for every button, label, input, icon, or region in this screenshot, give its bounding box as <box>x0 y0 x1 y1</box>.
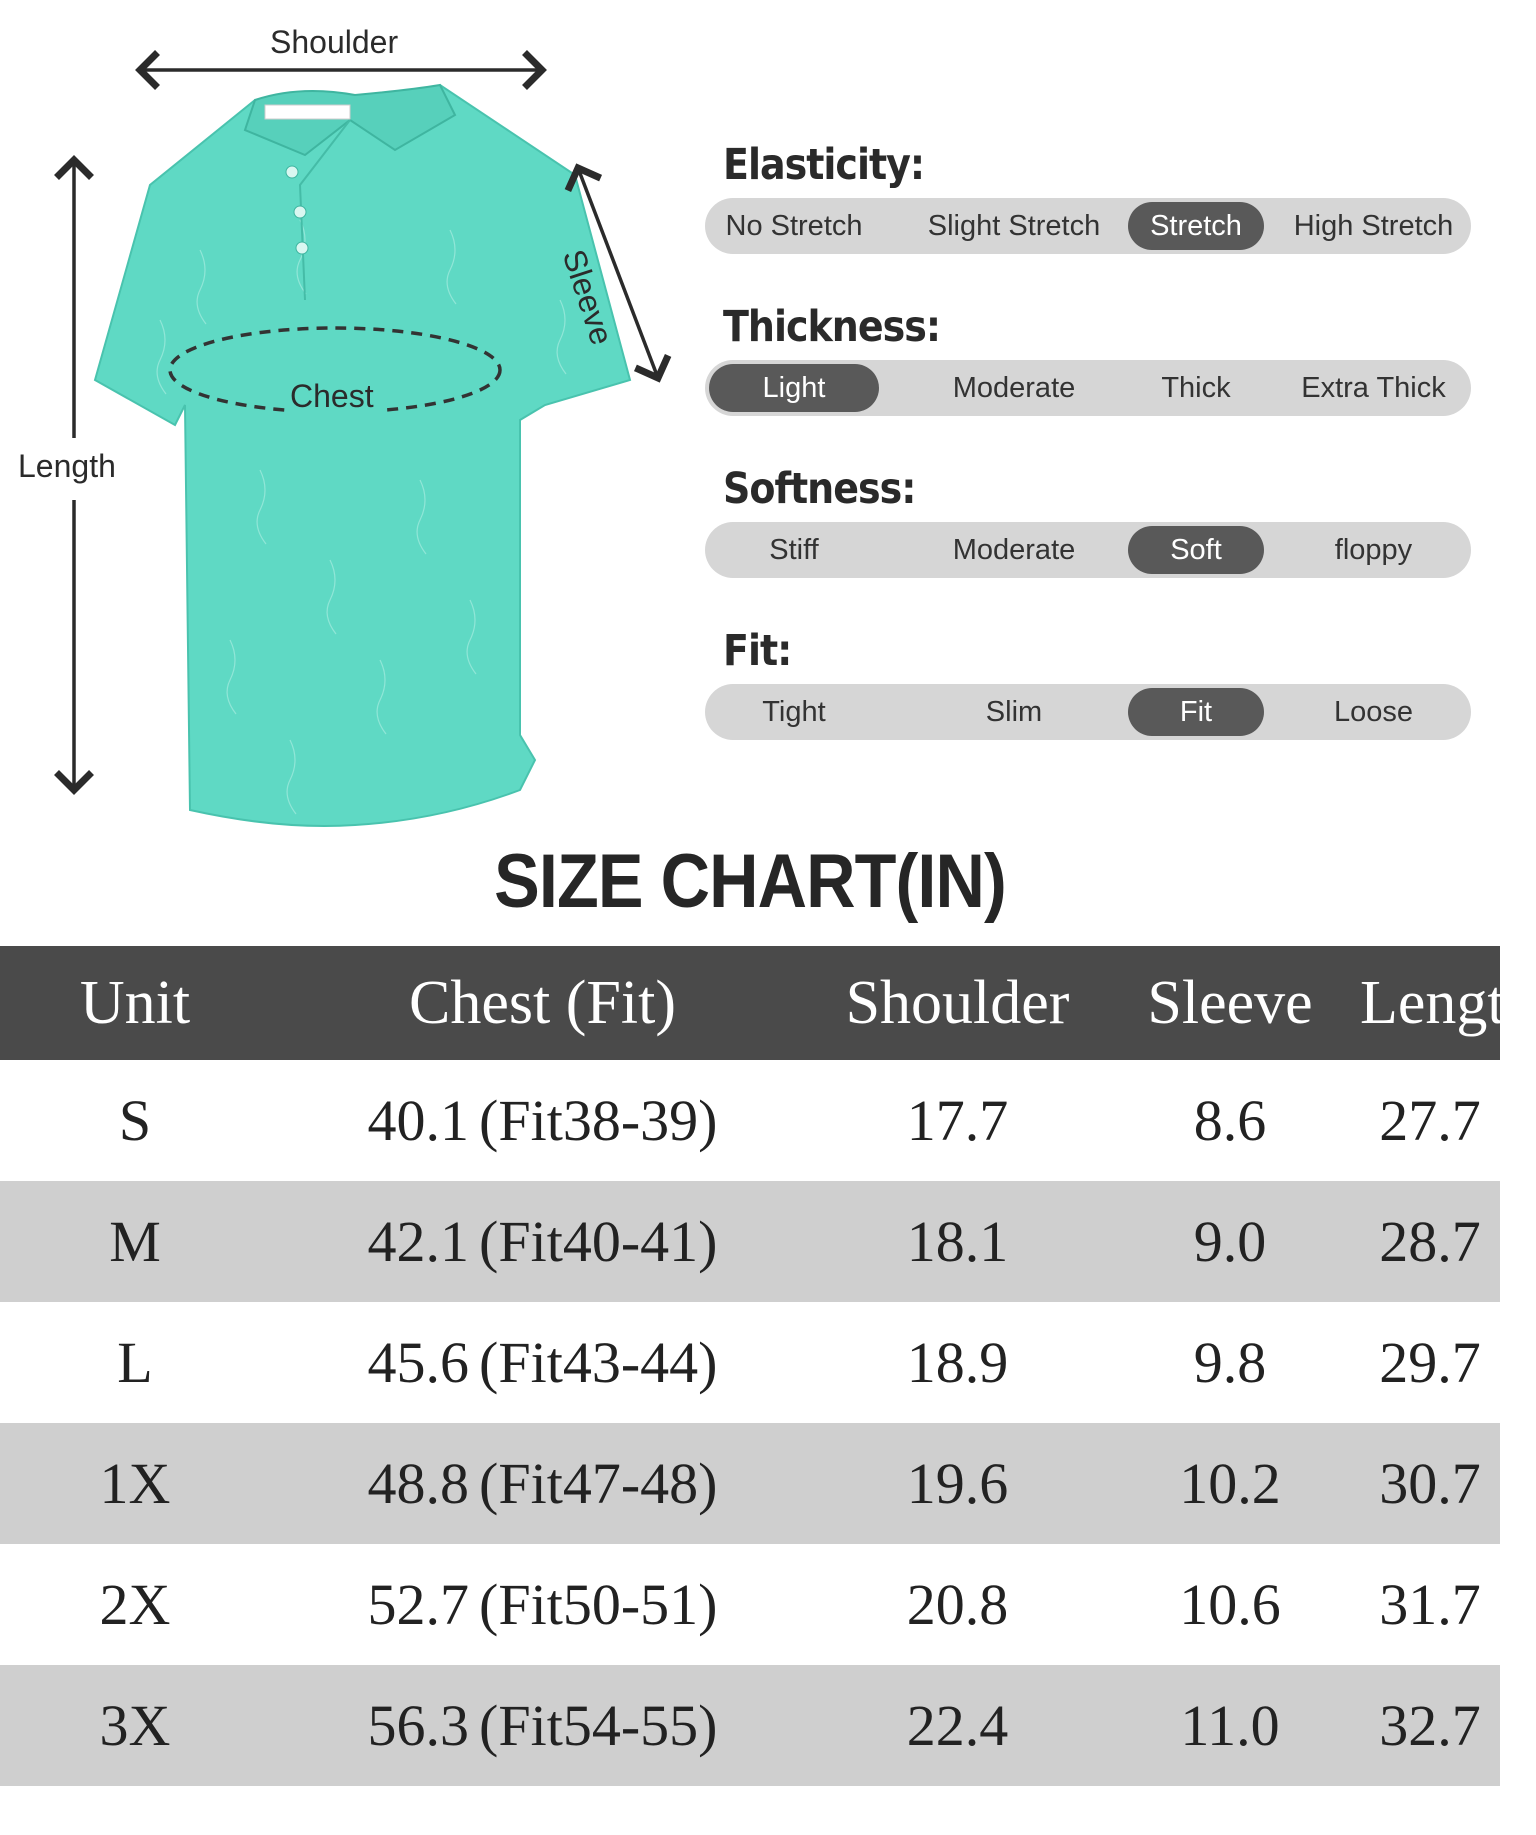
chest-value: 52.7 <box>367 1572 470 1637</box>
cell-length: 28.7 <box>1360 1181 1500 1302</box>
cell-sleeve: 10.2 <box>1100 1423 1360 1544</box>
chest-value: 45.6 <box>367 1330 470 1395</box>
option-stiff: Stiff <box>769 534 819 566</box>
softness-scale <box>705 522 1471 578</box>
attr-fit <box>705 616 1475 778</box>
fit-range: (Fit43-44) <box>479 1330 718 1395</box>
option-high-stretch: High Stretch <box>1293 210 1454 242</box>
thickness-scale <box>705 360 1471 416</box>
table-row <box>0 1302 1500 1423</box>
shirt-body <box>95 85 630 826</box>
option-moderate: Moderate <box>952 534 1076 566</box>
chest-value: 48.8 <box>367 1451 470 1516</box>
option-extra-thick: Extra Thick <box>1301 372 1446 404</box>
fabric-attributes <box>705 130 1475 778</box>
cell-sleeve: 9.0 <box>1100 1181 1360 1302</box>
cell-chest <box>270 1423 815 1544</box>
elasticity-scale <box>705 198 1471 254</box>
cell-unit: L <box>117 1330 153 1395</box>
cell-chest <box>270 1544 815 1665</box>
header-sleeve: Sleeve <box>1100 946 1360 1060</box>
option-thick: Thick <box>1161 372 1231 404</box>
option-floppy: floppy <box>1334 534 1413 566</box>
option-light: Light <box>709 364 879 412</box>
cell-length: 30.7 <box>1360 1423 1500 1544</box>
fit-range: (Fit40-41) <box>479 1209 718 1274</box>
table-row <box>0 1423 1500 1544</box>
cell-unit: S <box>118 1088 152 1153</box>
header-shoulder: Shoulder <box>815 946 1100 1060</box>
shirt-diagram <box>0 0 700 840</box>
cell-unit: 3X <box>0 1665 270 1786</box>
cell-sleeve: 9.8 <box>1193 1330 1267 1395</box>
cell-shoulder: 17.7 <box>906 1088 1009 1153</box>
cell-unit: M <box>0 1181 270 1302</box>
attr-thickness <box>705 292 1475 454</box>
table-row <box>0 1665 1500 1786</box>
header-unit: Unit <box>0 946 270 1060</box>
cell-unit: 1X <box>0 1423 270 1544</box>
cell-shoulder: 22.4 <box>815 1665 1100 1786</box>
attr-title: Softness: <box>723 464 916 514</box>
option-stretch: Stretch <box>1128 202 1264 250</box>
cell-shoulder: 19.6 <box>815 1423 1100 1544</box>
length-label: Length <box>18 448 116 484</box>
fit-range: (Fit54-55) <box>479 1693 718 1758</box>
cell-sleeve: 8.6 <box>1193 1088 1267 1153</box>
cell-length: 32.7 <box>1360 1665 1500 1786</box>
table-row <box>0 1060 1500 1181</box>
attr-softness <box>705 454 1475 616</box>
cell-length: 29.7 <box>1379 1330 1481 1395</box>
option-moderate: Moderate <box>952 372 1076 404</box>
cell-chest <box>270 1302 815 1423</box>
fit-range: (Fit50-51) <box>479 1572 718 1637</box>
fit-scale <box>705 684 1471 740</box>
table-header-row <box>0 946 1500 1060</box>
option-slight-stretch: Slight Stretch <box>927 210 1101 242</box>
cell-chest <box>270 1181 815 1302</box>
cell-unit: 2X <box>99 1572 171 1637</box>
option-tight: Tight <box>762 696 826 728</box>
cell-shoulder: 20.8 <box>906 1572 1009 1637</box>
option-fit: Fit <box>1128 688 1264 736</box>
cell-chest <box>270 1665 815 1786</box>
chest-label: Chest <box>290 378 374 414</box>
attr-elasticity <box>705 130 1475 292</box>
cell-shoulder: 18.1 <box>815 1181 1100 1302</box>
size-chart-title: SIZE CHART(IN) <box>494 839 1006 924</box>
attr-title: Thickness: <box>723 302 941 352</box>
fit-range: (Fit38-39) <box>479 1088 718 1153</box>
cell-sleeve: 11.0 <box>1100 1665 1360 1786</box>
table-row <box>0 1181 1500 1302</box>
fit-range: (Fit47-48) <box>479 1451 718 1516</box>
sleeve-label: Sleeve <box>555 245 621 350</box>
option-slim: Slim <box>985 696 1043 728</box>
cell-sleeve: 10.6 <box>1179 1572 1281 1637</box>
option-no-stretch: No Stretch <box>725 210 863 242</box>
chest-value: 42.1 <box>367 1209 470 1274</box>
header-length: Length <box>1360 946 1500 1060</box>
cell-chest <box>270 1060 815 1181</box>
size-chart-table <box>0 946 1536 1786</box>
chest-value: 56.3 <box>367 1693 470 1758</box>
attr-title: Elasticity: <box>723 140 925 190</box>
attr-title: Fit: <box>723 626 792 676</box>
shirt-illustration <box>0 0 700 840</box>
cell-shoulder: 18.9 <box>906 1330 1009 1395</box>
header-chest: Chest (Fit) <box>270 946 815 1060</box>
chest-value: 40.1 <box>367 1088 470 1153</box>
option-loose: Loose <box>1333 696 1413 728</box>
cell-length: 31.7 <box>1379 1572 1481 1637</box>
option-soft: Soft <box>1128 526 1264 574</box>
shoulder-label: Shoulder <box>270 24 399 60</box>
table-row <box>0 1544 1500 1665</box>
cell-length: 27.7 <box>1379 1088 1481 1153</box>
